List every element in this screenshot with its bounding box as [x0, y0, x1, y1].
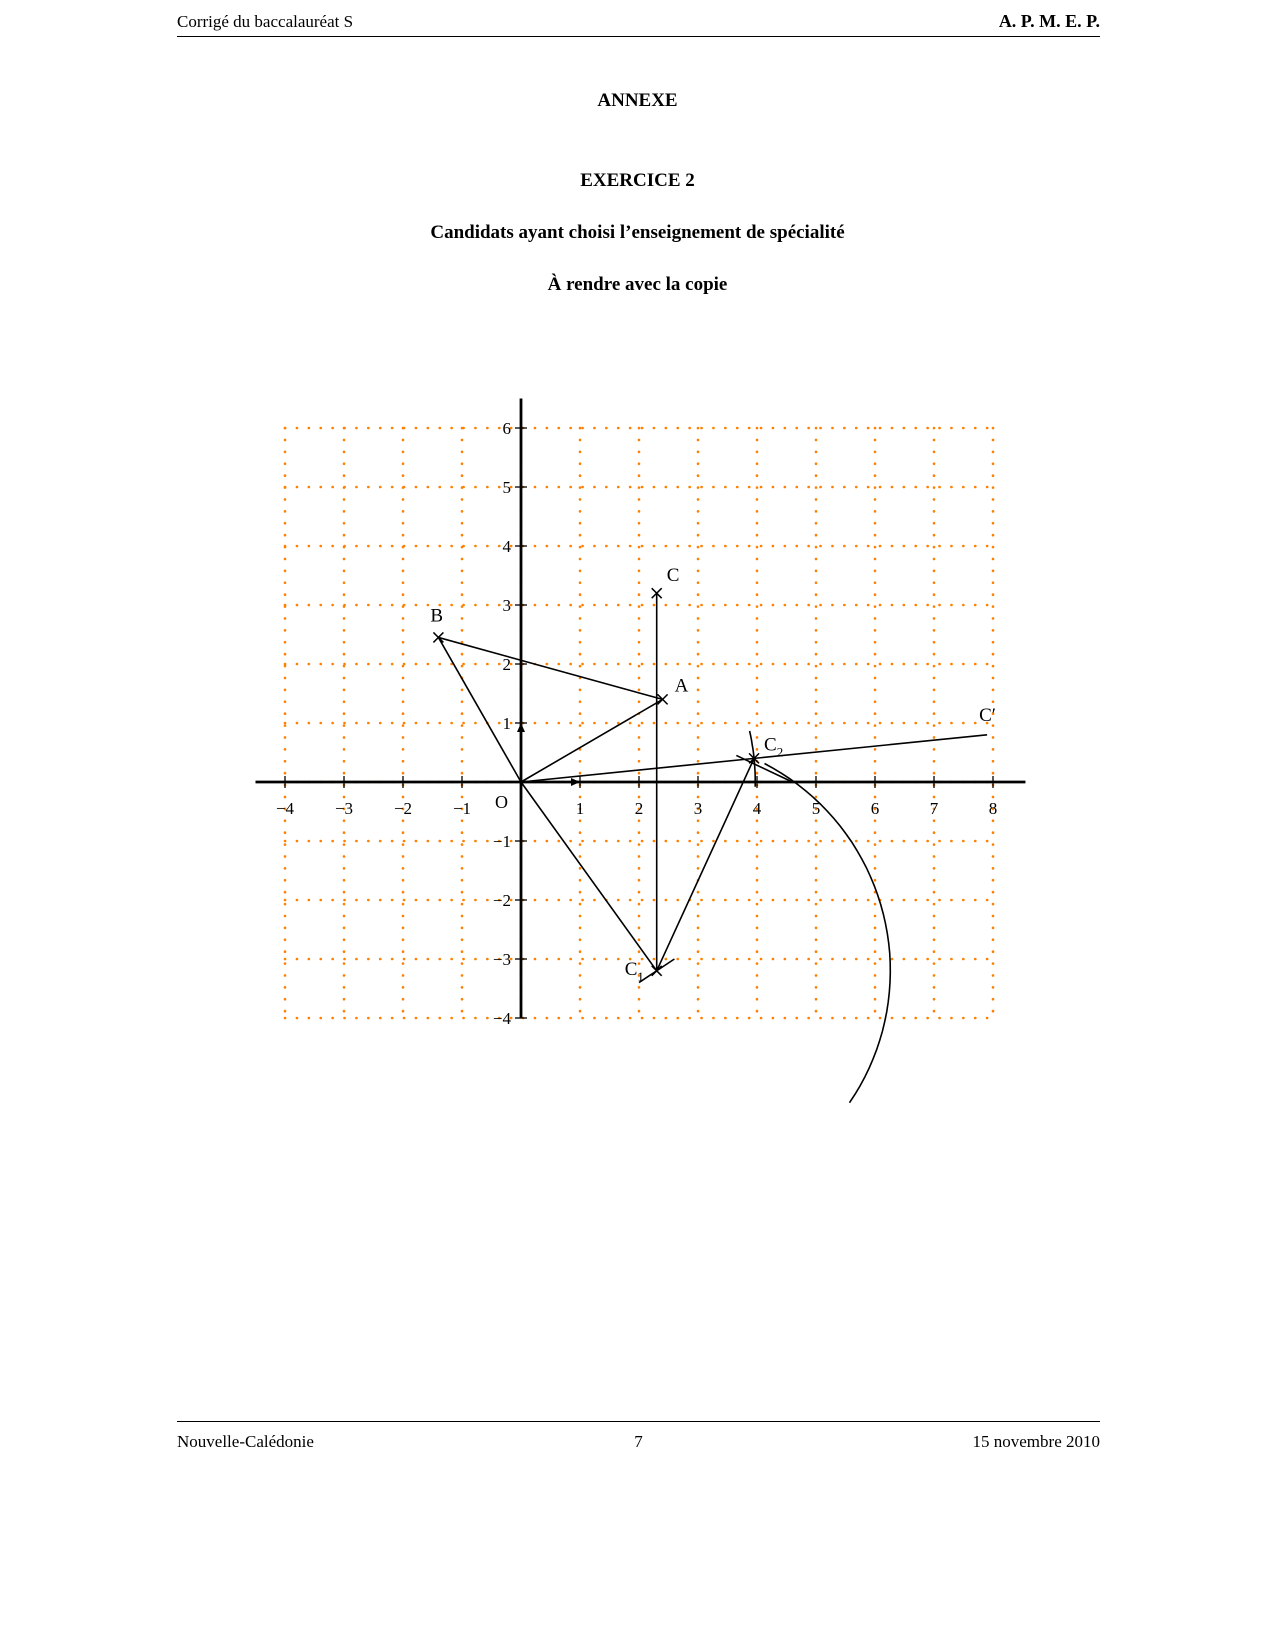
segment-C1-C2: [657, 758, 754, 970]
unit-vector-i-arrowhead: [571, 778, 580, 786]
exercise-title: EXERCICE 2: [580, 170, 695, 191]
segment-A-B: [438, 637, 662, 699]
y-tick-label: −4: [492, 1009, 511, 1028]
figure-labels: [276, 419, 997, 1028]
y-tick-label: 2: [502, 655, 511, 674]
annex-title: ANNEXE: [597, 90, 678, 111]
header-left-text: Corrigé du baccalauréat S: [177, 12, 354, 31]
footer-location: Nouvelle-Calédonie: [177, 1432, 314, 1451]
x-tick-label: 4: [752, 799, 762, 818]
point-label-B: B: [430, 605, 444, 627]
x-tick-label: 7: [929, 799, 939, 818]
y-tick-label: 1: [502, 714, 511, 733]
point-label-C2: $C_2$: [764, 734, 784, 760]
footer-page-number: 7: [634, 1432, 643, 1451]
x-tick-label: −3: [334, 799, 354, 818]
point-label-C: C: [666, 565, 680, 587]
y-tick-label: 6: [502, 419, 511, 438]
x-tick-label: 3: [693, 799, 703, 818]
y-tick-label: 3: [502, 596, 511, 615]
y-tick-label: −1: [492, 832, 511, 851]
point-label-subscript: 2: [776, 744, 784, 760]
unit-vector-j-arrowhead: [517, 723, 525, 732]
specialty-subtitle: Candidats ayant choisi l’enseignement de spécialité: [430, 222, 845, 243]
header-right-text: A. P. M. E. P.: [998, 11, 1100, 31]
axes: [256, 399, 1026, 1019]
point-label-Cp: C′: [979, 704, 996, 726]
x-tick-label: 5: [811, 799, 821, 818]
point-marker-A: [658, 694, 668, 704]
y-tick-label: 4: [502, 537, 511, 556]
origin-label: O: [495, 792, 508, 812]
instruction-text: À rendre avec la copie: [547, 274, 728, 295]
point-label-C1: $C_1$: [624, 958, 644, 984]
point-marker-B: [433, 632, 443, 642]
point-label-A: A: [674, 675, 689, 697]
footer-date: 15 novembre 2010: [972, 1432, 1100, 1451]
geometric-construction: [433, 588, 987, 1102]
x-tick-label: 2: [634, 799, 644, 818]
page-footer: [177, 1421, 1100, 1451]
x-tick-label: −4: [275, 799, 295, 818]
x-tick-label: 1: [575, 799, 585, 818]
x-tick-label: −2: [393, 799, 413, 818]
y-tick-label: −3: [492, 950, 511, 969]
y-tick-label: −2: [492, 891, 511, 910]
x-tick-label: 6: [870, 799, 880, 818]
x-tick-label: −1: [452, 799, 472, 818]
x-tick-label: 8: [988, 799, 998, 818]
y-tick-label: 5: [502, 478, 511, 497]
point-label-subscript: 1: [637, 968, 644, 984]
